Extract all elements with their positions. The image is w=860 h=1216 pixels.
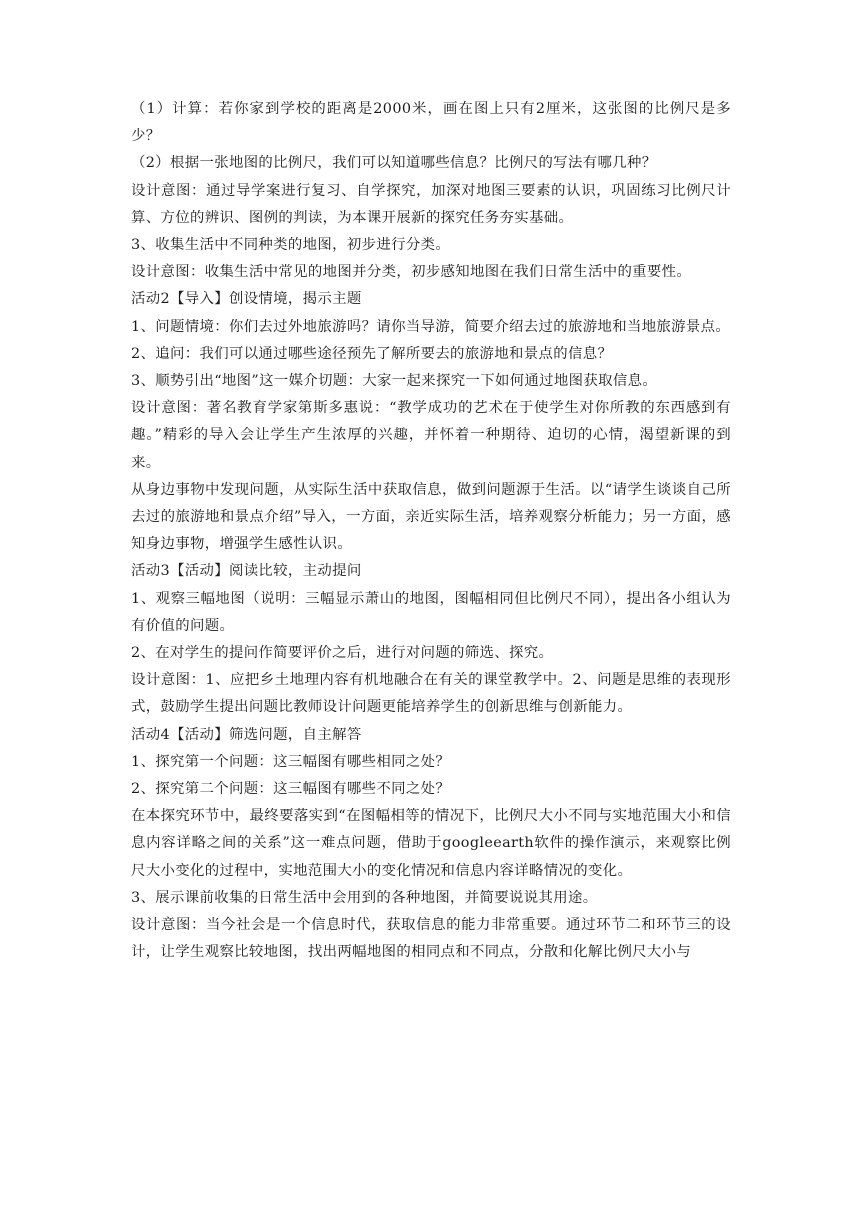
activity-heading-2: 活动2【导入】创设情境，揭示主题 [131,291,362,308]
list-item: 1、观察三幅地图（说明：三幅显示萧山的地图，图幅相同但比例尺不同），提出各小组认为有价值的问题。 [131,590,731,634]
list-item: 1、探究第一个问题：这三幅图有哪些相同之处？ [131,753,451,770]
list-item: 3、展示课前收集的日常生活中会用到的各种地图，并简要说说其用途。 [131,889,598,906]
body-paragraph: 在本探究环节中，最终要落实到“在图幅相等的情况下，比例尺大小不同与实地范围大小和信息内容详略之间的关系”这一难点问题，借助于googleearth软件的操作演示，来观察比例尺大小变化的过程中，实地范围大小的变化情况和信息内容详略情况的变化。 [131,808,731,879]
design-intent-paragraph: 设计意图：著名教育学家第斯多惠说：“教学成功的艺术在于使学生对你所教的东西感到有趣。”精彩的导入会让学生产生浓厚的兴趣，并怀着一种期待、迫切的心情，渴望新课的到来。 [131,400,731,471]
list-item: 2、在对学生的提问作简要评价之后，进行对问题的筛选、探究。 [131,645,554,662]
design-intent-paragraph: 设计意图：1、应把乡土地理内容有机地融合在有关的课堂教学中。2、问题是思维的表现形式，鼓励学生提出问题比教师设计问题更能培养学生的创新思维与创新能力。 [131,672,731,716]
body-paragraph: 从身边事物中发现问题，从实际生活中获取信息，做到问题源于生活。以“请学生谈谈自己所去过的旅游地和景点介绍”导入，一方面，亲近实际生活，培养观察分析能力；另一方面，感知身边事物，增强学生感性认识。 [131,481,731,553]
design-intent-paragraph: 设计意图：收集生活中常见的地图并分类，初步感知地图在我们日常生活中的重要性。 [131,264,692,281]
list-item: 2、追问：我们可以通过哪些途径预先了解所要去的旅游地和景点的信息？ [131,345,613,362]
list-item: 2、探究第二个问题：这三幅图有哪些不同之处？ [131,781,451,798]
question-scale-calculation: （1）计算：若你家到学校的距离是2000米，画在图上只有2厘米，这张图的比例尺是多少？ [131,101,731,145]
activity-heading-3: 活动3【活动】阅读比较，主动提问 [131,563,362,580]
activity-heading-4: 活动4【活动】筛选问题，自主解答 [131,726,362,743]
list-item: 3、收集生活中不同种类的地图，初步进行分类。 [131,237,451,254]
list-item: 1、问题情境：你们去过外地旅游吗？请你当导游，简要介绍去过的旅游地和当地旅游景点。 [131,318,731,335]
design-intent-paragraph: 设计意图：当今社会是一个信息时代，获取信息的能力非常重要。通过环节二和环节三的设计，让学生观察比较地图，找出两幅地图的相同点和不同点，分散和化解比例尺大小与 [131,917,731,961]
list-item: 3、顺势引出“地图”这一媒介切题：大家一起来探究一下如何通过地图获取信息。 [131,373,658,390]
document-page [131,96,731,967]
design-intent-paragraph: 设计意图：通过导学案进行复习、自学探究，加深对地图三要素的认识，巩固练习比例尺计算、方位的辨识、图例的判读，为本课开展新的探究任务夯实基础。 [131,182,731,226]
question-scale-information: （2）根据一张地图的比例尺，我们可以知道哪些信息？比例尺的写法有哪几种？ [131,155,657,172]
